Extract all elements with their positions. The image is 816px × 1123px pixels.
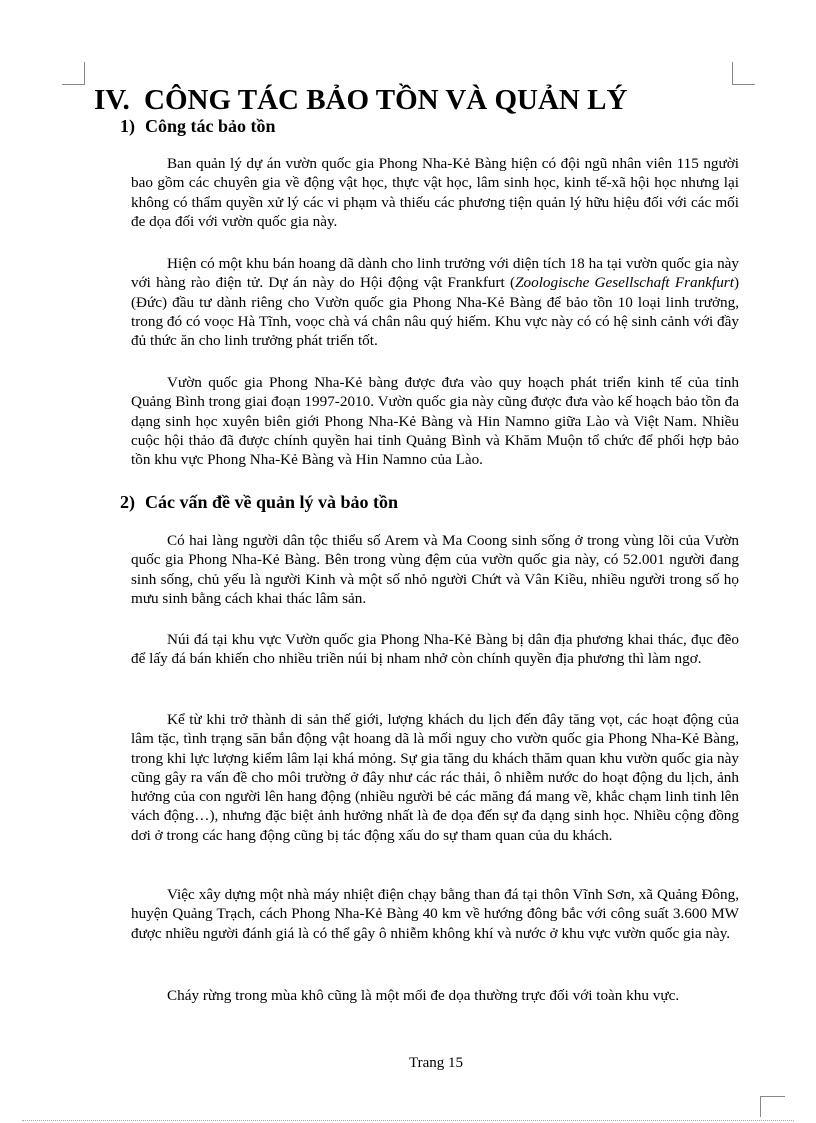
paragraph: Ban quản lý dự án vườn quốc gia Phong Nha-Kẻ Bàng hiện có đội ngũ nhân viên 115 người bao gồm các chuyên gia về động vật học, thực vật học, lâm sinh học, kinh tế-xã hội học nhưng lại không có thẩm quyền xử lý các vi phạm và thiếu các phương tiện quản lý hữu hiệu đối với các mối đe dọa đối với vườn quốc gia này. <box>131 155 739 230</box>
paragraph: Núi đá tại khu vực Vườn quốc gia Phong Nha-Kẻ Bàng bị dân địa phương khai thác, đục đẽo để lấy đá bán khiến cho nhiều triền núi bị nham nhở còn chính quyền địa phương thì làm ngơ. <box>131 631 739 668</box>
page-bottom-border <box>22 1120 794 1121</box>
section-number: 1) <box>120 116 135 136</box>
paragraph: Có hai làng người dân tộc thiểu số Arem và Ma Coong sinh sống ở trong vùng lõi của Vườn quốc gia Phong Nha-Kẻ Bàng. Bên trong vùng đệm của vườn quốc gia này, có 52.001 người đang sinh sống, chủ yếu là người Kinh và một số nhỏ người Chứt và Vân Kiều, nhiều người trong số họ mưu sinh bằng cách khai thác lâm sản. <box>131 532 739 607</box>
paragraph: Kể từ khi trở thành di sản thế giới, lượng khách du lịch đến đây tăng vọt, các hoạt động của lâm tặc, tình trạng săn bắn động vật hoang dã là mối nguy cho vườn quốc gia Phong Nha-Kẻ Bàng, trong khi lực lượng kiểm lâm lại khá mỏng. Sự gia tăng du khách thăm quan khu vườn quốc gia này cũng gây ra vấn đề cho môi trường ở đây như các rác thải, ô nhiễm nước do hoạt động du lịch, ảnh hưởng của con người lên hang động (nhiều người bẻ các măng đá mang về, khắc chạm linh tinh lên vách động…), nhưng đặc biệt ảnh hưởng nhất là đe dọa đến sự đa dạng sinh học. Nhiều cộng đồng dơi ở trong các hang động cũng bị tác động xấu do sự tham quan của du khách. <box>131 711 739 844</box>
paragraph: Việc xây dựng một nhà máy nhiệt điện chạy bằng than đá tại thôn Vĩnh Sơn, xã Quảng Đông, huyện Quảng Trạch, cách Phong Nha-Kẻ Bàng 40 km về hướng đông bắc với công suất 3.600 MW được nhiều người đánh giá là có thể gây ô nhiễm không khí và nước ở khu vực vườn quốc gia này. <box>131 886 739 942</box>
italic-name: Zoologische Gesellschaft Frankfurt <box>515 274 734 292</box>
paragraph: Hiện có một khu bán hoang dã dành cho linh trưởng với diện tích 18 ha tại vườn quốc gia này với hàng rào điện tử. Dự án này do Hội động vật Frankfurt (Zoologische Gesellschaft Frankfurt) (Đức) đầu tư dành riêng cho Vườn quốc gia Phong Nha-Kẻ Bàng để bảo tồn 10 loại linh trưởng, trong đó có voọc Hà Tĩnh, voọc chà vá chân nâu quý hiếm. Khu vực này có có hệ sinh cảnh với đầy đủ thức ăn cho linh trưởng phát triển tốt. <box>131 255 739 350</box>
section-title: Công tác bảo tồn <box>145 116 276 136</box>
section-number: 2) <box>120 492 135 512</box>
crop-mark-bottom-right <box>760 1096 785 1117</box>
page-number: Trang 15 <box>408 1055 464 1071</box>
paragraph: Cháy rừng trong mùa khô cũng là một mối đe dọa thường trực đối với toàn khu vực. <box>167 987 680 1004</box>
chapter-title: CÔNG TÁC BẢO TỒN VÀ QUẢN LÝ <box>144 84 628 116</box>
crop-mark-top-right <box>732 62 755 85</box>
chapter-heading <box>94 84 627 116</box>
section-heading-1 <box>120 115 276 137</box>
section-title: Các vấn đề về quản lý và bảo tồn <box>145 492 399 512</box>
section-heading-2 <box>120 491 398 513</box>
crop-mark-top-left <box>62 62 85 85</box>
paragraph: Vườn quốc gia Phong Nha-Kẻ bàng được đưa vào quy hoạch phát triển kinh tế của tỉnh Quảng Bình trong giai đoạn 1997-2010. Vườn quốc gia này cũng được đưa vào kế hoạch bảo tồn đa dạng sinh học xuyên biên giới Phong Nha-Kẻ Bàng và Hin Namno giữa Lào và Việt Nam. Nhiều cuộc hội thảo đã được chính quyền hai tỉnh Quảng Bình và Khăm Muộn tổ chức để phối hợp bảo tồn khu vực Phong Nha-Kẻ Bàng và Hin Namno của Lào. <box>131 374 739 469</box>
chapter-number: IV. <box>94 84 130 116</box>
